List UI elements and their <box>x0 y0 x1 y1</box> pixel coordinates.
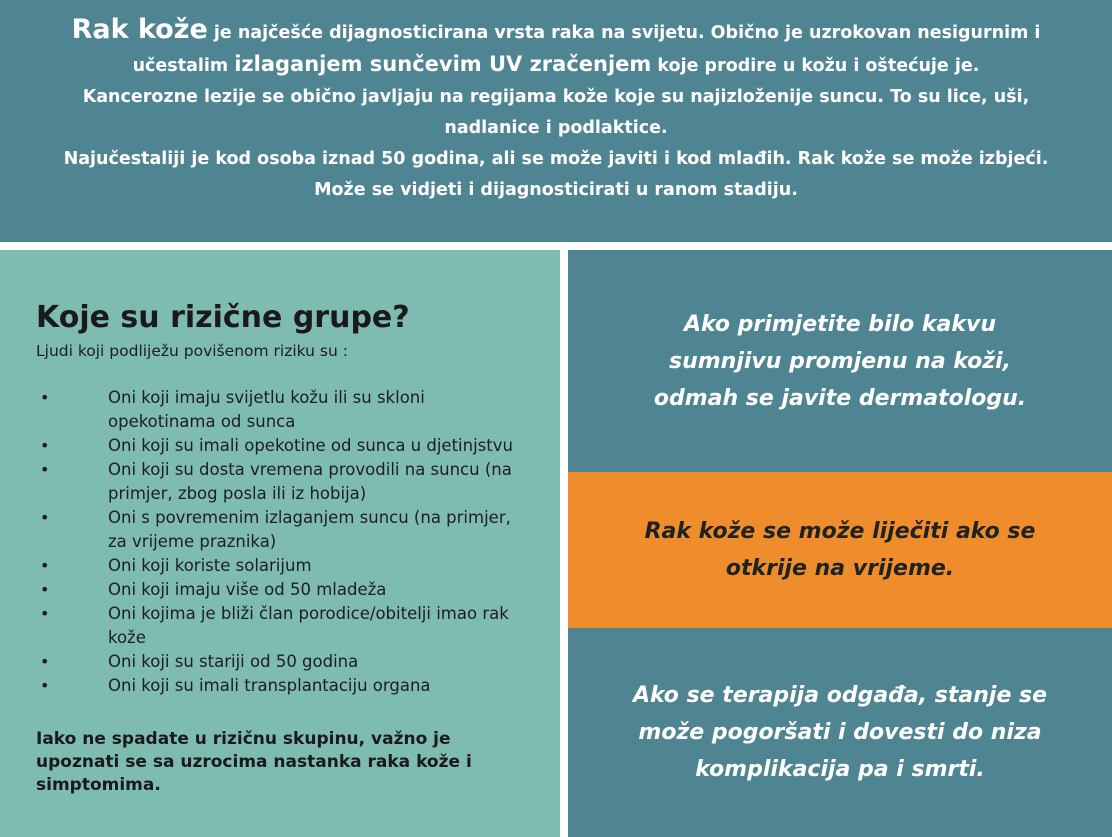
bullet: • <box>40 580 50 599</box>
intro-line-2-start: učestalim <box>132 56 235 76</box>
treatable-line-1: Rak kože se može liječiti ako se <box>644 519 1036 544</box>
bullet: • <box>40 508 50 527</box>
bullet: • <box>40 436 50 455</box>
intro-line-4: nadlanice i podlaktice. <box>444 118 668 138</box>
list-item-text: Oni koji su dosta vremena provodili na suncu (na primjer, zbog posla ili iz hobija) <box>108 460 512 503</box>
list-item-text: Oni koji koriste solarijum <box>108 556 312 575</box>
intro-line-5: Najučestaliji je kod osoba iznad 50 godina, ali se može javiti i kod mlađih. Rak kože se može izbjeći. <box>63 149 1049 169</box>
list-item <box>36 650 530 674</box>
intro-line-3: Kancerozne lezije se obično javljaju na regijama kože koje su najizloženije suncu. To su lice, uši, <box>82 87 1030 107</box>
list-item-text: Oni s povremenim izlaganjem suncu (na primjer, za vrijeme praznika) <box>108 508 511 551</box>
bullet: • <box>40 556 50 575</box>
list-item <box>36 578 530 602</box>
bullet: • <box>40 460 50 479</box>
list-item-text: Oni koji su stariji od 50 godina <box>108 652 359 671</box>
list-item-text: Oni koji imaju svijetlu kožu ili su skloni opekotinama od sunca <box>108 388 425 431</box>
list-item-text: Oni koji su imali opekotine od sunca u djetinjstvu <box>108 436 513 455</box>
list-item <box>36 674 530 698</box>
list-item <box>36 458 530 506</box>
list-item <box>36 386 530 434</box>
intro-line-6: Može se vidjeti i dijagnosticirati u ranom stadiju. <box>314 180 798 200</box>
list-item <box>36 506 530 554</box>
treatable-line-2: otkrije na vrijeme. <box>725 556 955 581</box>
intro-line-2-emphasis: izlaganjem sunčevim UV zračenjem <box>234 52 652 76</box>
intro-line-2 <box>20 49 1092 82</box>
bullet: • <box>40 388 50 407</box>
list-item <box>36 602 530 650</box>
advice-line-2: sumnjivu promjenu na koži, <box>669 348 1011 374</box>
advice-line-3: odmah se javite dermatologu. <box>653 385 1027 411</box>
risk-groups-list <box>36 386 530 698</box>
advice-panel-dermatologist <box>568 250 1112 472</box>
intro-title: Rak kože <box>71 14 208 45</box>
list-item <box>36 554 530 578</box>
intro-banner <box>0 0 1112 242</box>
risk-groups-title: Koje su rizične grupe? <box>36 300 410 335</box>
advice-panel-delay <box>568 628 1112 837</box>
bullet: • <box>40 604 50 623</box>
list-item-text: Oni kojima je bliži član porodice/obitelji imao rak kože <box>108 604 509 647</box>
risk-groups-intro: Ljudi koji podliježu povišenom riziku su : <box>36 342 348 360</box>
advice-line-1: Ako primjetite bilo kakvu <box>683 311 997 337</box>
list-item-text: Oni koji imaju više od 50 mladeža <box>108 580 387 599</box>
list-item <box>36 434 530 458</box>
bullet: • <box>40 676 50 695</box>
risk-groups-note: Iako ne spadate u rizičnu skupinu, važno je upoznati se sa uzrocima nastanka raka kože i simptomima. <box>36 729 472 795</box>
list-item-text: Oni koji su imali transplantaciju organa <box>108 676 431 695</box>
intro-line-1 <box>20 14 1092 49</box>
delay-line-3: komplikacija pa i smrti. <box>695 757 985 782</box>
delay-line-2: može pogoršati i dovesti do niza <box>638 720 1042 745</box>
bullet: • <box>40 652 50 671</box>
intro-line-1-text: je najčešće dijagnosticirana vrsta raka na svijetu. Obično je uzrokovan nesigurnim i <box>207 23 1041 43</box>
advice-panel-treatable <box>568 472 1112 628</box>
risk-groups-section <box>0 250 560 837</box>
intro-line-2-end: koje prodire u kožu i oštećuje je. <box>651 56 980 76</box>
delay-line-1: Ako se terapija odgađa, stanje se <box>632 683 1048 708</box>
